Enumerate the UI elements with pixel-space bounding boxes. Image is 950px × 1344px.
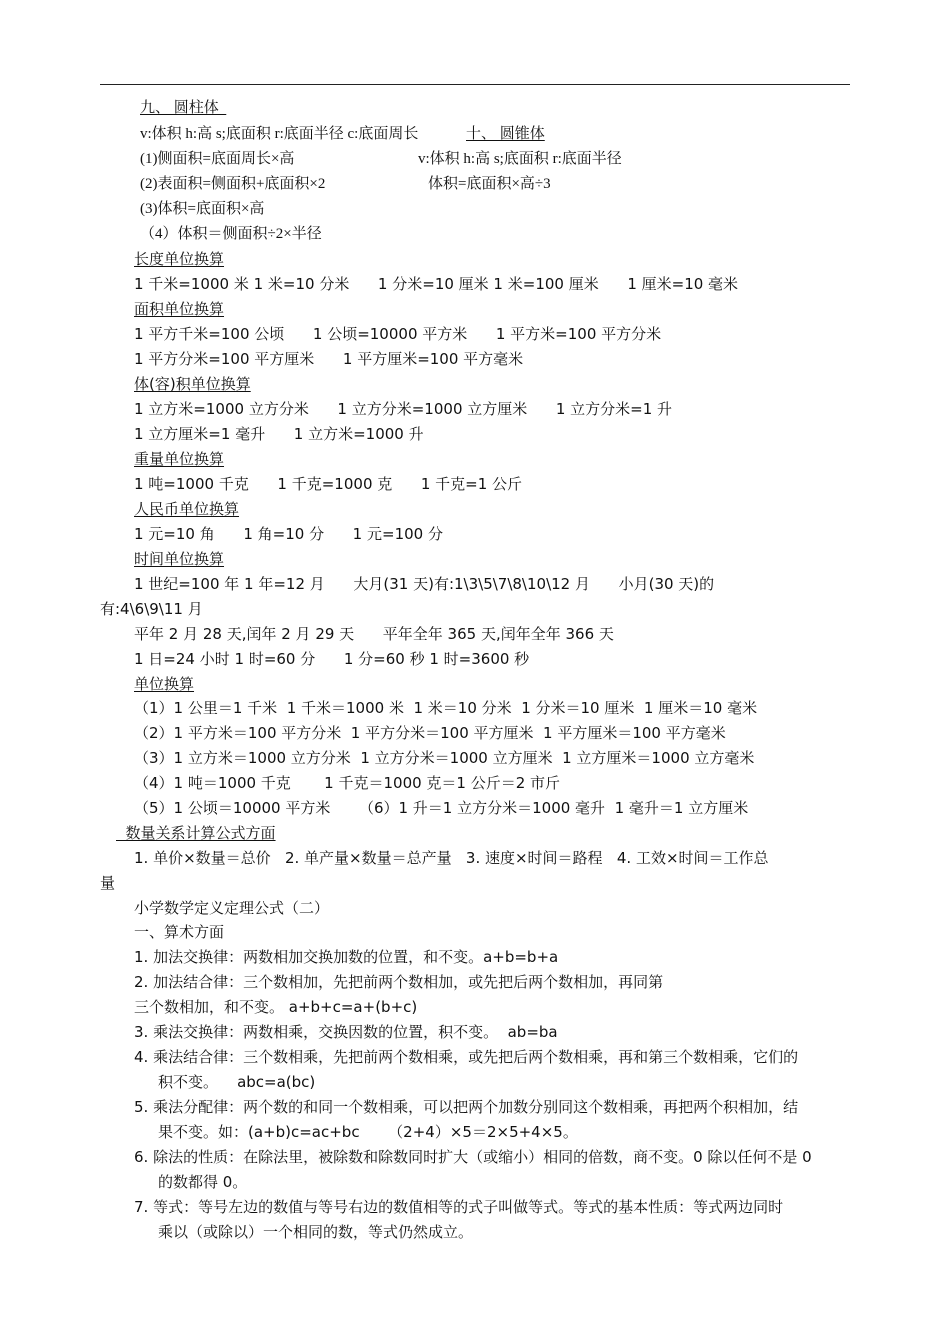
- text-line: 三个数相加，和不变。 a+b+c=a+(b+c): [134, 998, 418, 1016]
- text-line: （2）1 平方米＝100 平方分米 1 平方分米＝100 平方厘米 1 平方厘米＝100 平方毫米: [134, 724, 726, 742]
- text-line: 体积=底面积×高÷3: [428, 176, 551, 192]
- text-line: （4）1 吨＝1000 千克 1 千克＝1000 克＝1 公斤＝2 市斤: [134, 774, 561, 792]
- text-line: 乘以（或除以）一个相同的数，等式仍然成立。: [158, 1223, 474, 1241]
- text-line: （1）1 公里＝1 千米 1 千米＝1000 米 1 米＝10 分米 1 分米＝10 厘米 1 厘米＝10 毫米: [134, 699, 758, 717]
- text-line: (3)体积=底面积×高: [140, 201, 265, 217]
- text-line: (2)表面积=侧面积+底面积×2: [140, 176, 326, 192]
- section-heading: 人民币单位换算: [134, 500, 240, 518]
- section-heading: 数量关系计算公式方面: [116, 824, 276, 842]
- text-line: v:体积 h:高 s;底面积 r:底面半径 c:底面周长: [140, 126, 426, 142]
- text-line: 4. 乘法结合律：三个数相乘，先把前两个数相乘，或先把后两个数相乘，再和第三个数相乘，它们的: [134, 1048, 799, 1066]
- text-line: 小学数学定义定理公式（二）: [134, 899, 330, 917]
- text-line: （5）1 公顷＝10000 平方米 （6）1 升＝1 立方分米＝1000 毫升 1 毫升＝1 立方厘米: [134, 799, 749, 817]
- text-line: 1. 单价×数量＝总价 2. 单产量×数量＝总产量 3. 速度×时间＝路程 4. 工效×时间＝工作总: [134, 849, 769, 867]
- text-line: 的数都得 0。: [158, 1173, 248, 1191]
- text-line: v:体积 h:高 s;底面积 r:底面半径: [418, 151, 622, 167]
- text-line: 一、算术方面: [134, 923, 225, 941]
- section-heading: 单位换算: [134, 675, 195, 693]
- text-line: 1 千米=1000 米 1 米=10 分米 1 分米=10 厘米 1 米=100 厘米 1 厘米=10 毫米: [134, 275, 739, 293]
- text-line: 积不变。 abc=a(bc): [158, 1073, 316, 1091]
- section-heading: 重量单位换算: [134, 450, 225, 468]
- text-line: 1 日=24 小时 1 时=60 分 1 分=60 秒 1 时=3600 秒: [134, 650, 530, 668]
- section-heading: 体(容)积单位换算: [134, 375, 251, 393]
- text-line: 有:4\6\9\11 月: [100, 600, 203, 618]
- section-heading: 面积单位换算: [134, 300, 225, 318]
- text-line: 量: [100, 874, 116, 892]
- text-line: 3. 乘法交换律：两数相乘，交换因数的位置，积不变。 ab=ba: [134, 1023, 558, 1041]
- text-line: 7. 等式：等号左边的数值与等号右边的数值相等的式子叫做等式。等式的基本性质：等式两边同时: [134, 1198, 784, 1216]
- section-heading: 长度单位换算: [134, 250, 225, 268]
- section-heading: 十、 圆锥体: [466, 126, 545, 142]
- text-line: 1 立方厘米=1 毫升 1 立方米=1000 升: [134, 425, 424, 443]
- text-line: 1 平方分米=100 平方厘米 1 平方厘米=100 平方毫米: [134, 350, 524, 368]
- text-line: （4）体积＝侧面积÷2×半径: [140, 226, 322, 242]
- text-line: 1. 加法交换律：两数相加交换加数的位置，和不变。a+b=b+a: [134, 948, 559, 966]
- section-heading: 时间单位换算: [134, 550, 225, 568]
- text-line: (1)侧面积=底面周长×高: [140, 151, 295, 167]
- text-line: 6. 除法的性质：在除法里，被除数和除数同时扩大（或缩小）相同的倍数，商不变。0 除以任何不是 0: [134, 1148, 812, 1166]
- text-line: 平年 2 月 28 天,闰年 2 月 29 天 平年全年 365 天,闰年全年 366 天: [134, 625, 614, 643]
- text-line: 1 平方千米=100 公顷 1 公顷=10000 平方米 1 平方米=100 平方分米: [134, 325, 662, 343]
- text-line: 1 世纪=100 年 1 年=12 月 大月(31 天)有:1\3\5\7\8\10\12 月 小月(30 天)的: [134, 575, 715, 593]
- text-line: 1 吨=1000 千克 1 千克=1000 克 1 千克=1 公斤: [134, 475, 523, 493]
- header-rule: [100, 84, 850, 85]
- text-line: 2. 加法结合律：三个数相加，先把前两个数相加，或先把后两个数相加，再同第: [134, 973, 664, 991]
- text-line: 5. 乘法分配律：两个数的和同一个数相乘，可以把两个加数分别同这个数相乘，再把两个积相加，结: [134, 1098, 799, 1116]
- text-line: （3）1 立方米＝1000 立方分米 1 立方分米＝1000 立方厘米 1 立方厘米＝1000 立方毫米: [134, 749, 755, 767]
- text-line: 1 立方米=1000 立方分米 1 立方分米=1000 立方厘米 1 立方分米=1 升: [134, 400, 673, 418]
- section-heading: 九、 圆柱体: [140, 100, 227, 116]
- text-line: 1 元=10 角 1 角=10 分 1 元=100 分: [134, 525, 443, 543]
- text-line: 果不变。如：(a+b)c=ac+bc （2+4）×5＝2×5+4×5。: [158, 1123, 578, 1141]
